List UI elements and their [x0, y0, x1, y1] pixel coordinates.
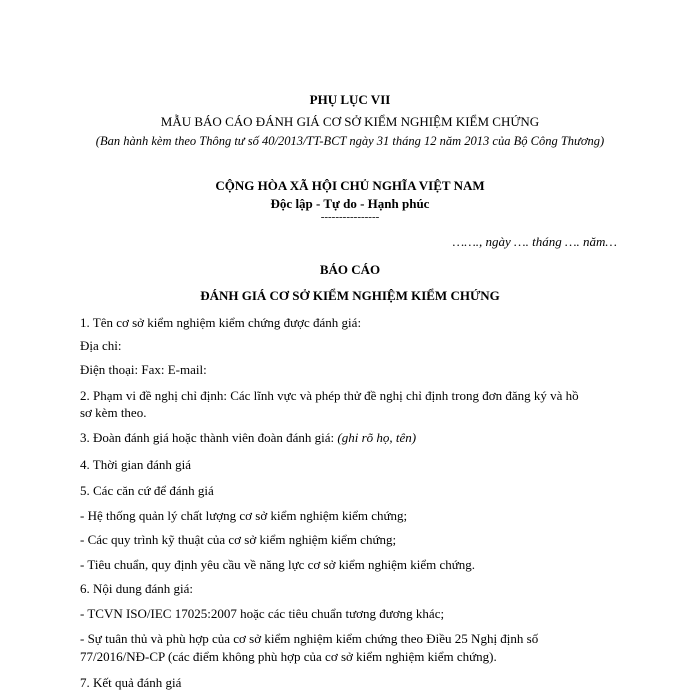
item-1-facility-name: 1. Tên cơ sở kiểm nghiệm kiểm chứng được đánh giá: [80, 315, 362, 330]
item-6-content-b-line-1: - Sự tuân thủ và phù hợp của cơ sở kiểm nghiệm kiểm chứng theo Điều 25 Nghị định số [80, 631, 539, 646]
item-5-basis: 5. Các căn cứ để đánh giá [80, 483, 214, 498]
item-3-label: 3. Đoàn đánh giá hoặc thành viên đoàn đánh giá: [80, 430, 338, 445]
item-5-basis-b: - Các quy trình kỹ thuật của cơ sở kiểm nghiệm kiểm chứng; [80, 532, 397, 547]
header-divider: ---------------- [320, 211, 380, 223]
appendix-heading: PHỤ LỤC VII [309, 92, 391, 107]
item-3-assessment-team [80, 427, 620, 449]
issued-with-note: (Ban hành kèm theo Thông tư số 40/2013/TT-BCT ngày 31 tháng 12 năm 2013 của Bộ Công Thương) [95, 134, 605, 148]
item-2-scope-line-2: sơ kèm theo. [80, 405, 147, 420]
national-motto: Độc lập - Tự do - Hạnh phúc [270, 196, 430, 211]
item-2-scope-line-1: 2. Phạm vi đề nghị chỉ định: Các lĩnh vực và phép thử đề nghị chỉ định trong đơn đăng ký và hồ [80, 388, 579, 403]
item-5-basis-a: - Hệ thống quản lý chất lượng cơ sở kiểm nghiệm kiểm chứng; [80, 508, 408, 523]
item-5-basis-c: - Tiêu chuẩn, quy định yêu cầu về năng lực cơ sở kiểm nghiệm kiểm chứng. [80, 557, 476, 572]
date-line: ……., ngày …. tháng …. năm… [452, 234, 617, 249]
form-title: MẪU BÁO CÁO ĐÁNH GIÁ CƠ SỞ KIỂM NGHIỆM KIỂM CHỨNG [160, 114, 540, 129]
contact-line: Điện thoại: Fax: E-mail: [80, 362, 207, 377]
item-7-results: 7. Kết quả đánh giá [80, 675, 182, 690]
item-6-content-b-line-2: 77/2016/NĐ-CP (các điểm không phù hợp của cơ sở kiểm nghiệm kiểm chứng). [80, 649, 497, 664]
item-3-note: (ghi rõ họ, tên) [337, 430, 417, 445]
report-subtitle: ĐÁNH GIÁ CƠ SỞ KIỂM NGHIỆM KIỂM CHỨNG [200, 288, 500, 303]
address-line: Địa chỉ: [80, 338, 122, 353]
country-name: CỘNG HÒA XÃ HỘI CHỦ NGHĨA VIỆT NAM [215, 178, 485, 193]
report-title: BÁO CÁO [319, 262, 381, 277]
item-4-time: 4. Thời gian đánh giá [80, 457, 191, 472]
item-6-content: 6. Nội dung đánh giá: [80, 581, 194, 596]
item-6-content-a: - TCVN ISO/IEC 17025:2007 hoặc các tiêu chuẩn tương đương khác; [80, 606, 445, 621]
